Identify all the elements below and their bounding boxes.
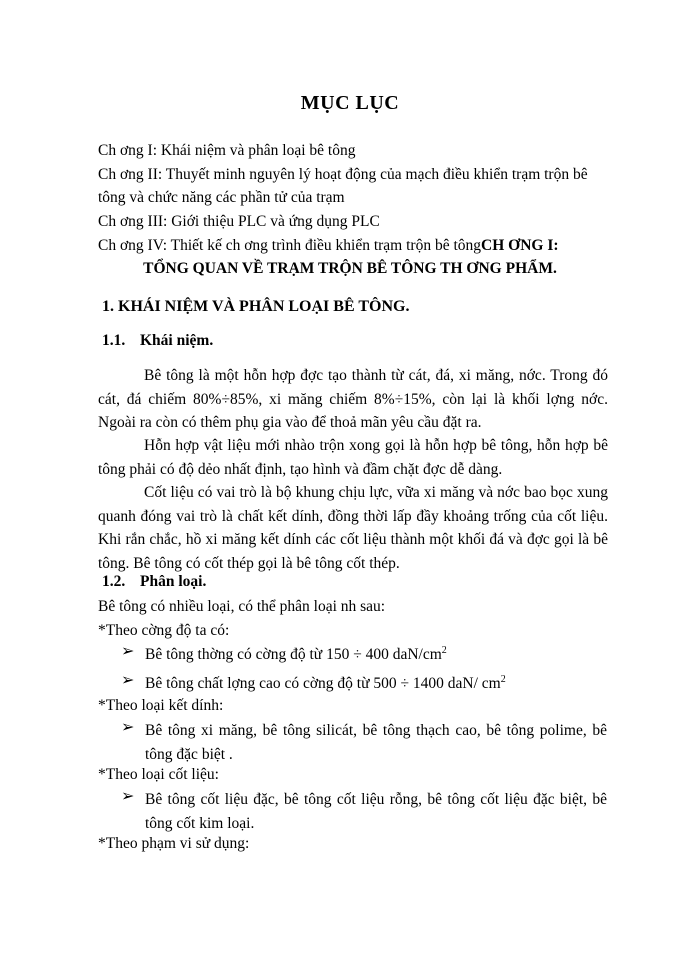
subsection-heading-1-2	[102, 573, 206, 591]
paragraph-2	[98, 434, 608, 481]
group-by-aggregate: *Theo loại cốt liệu:	[98, 766, 219, 783]
toc-chapter-4-text: Ch ơng IV: Thiết kế ch ơng trình điều khiển trạm trộn bê tông	[98, 237, 482, 254]
subsection-title: Phân loại.	[140, 573, 207, 590]
toc-chapter-2: Ch ơng II: Thuyết minh nguyên lý hoạt động của mạch điều khiển trạm trộn bê	[98, 166, 588, 183]
subsection-number: 1.1.	[102, 332, 126, 349]
bullet-high-quality-concrete: Bê tông chất lợng cao có cờng độ từ 500 ÷ 1400 daN/ $cm^2$	[145, 674, 506, 693]
bullet-arrow-icon: ➢	[121, 788, 135, 805]
section-heading-1: 1. KHÁI NIỆM VÀ PHÂN LOẠI BÊ TÔNG.	[102, 298, 410, 315]
bullet-aggregate-types: Bê tông cốt liệu đặc, bê tông cốt liệu rỗng, bê tông cốt liệu đặc biệt, bê tông cốt kim loại.	[145, 791, 607, 832]
bullet-arrow-icon: ➢	[121, 672, 135, 689]
chapter-subtitle: TỔNG QUAN VỀ TRẠM TRỘN BÊ TÔNG TH ƠNG PHẨM.	[143, 260, 557, 277]
bullet-arrow-icon: ➢	[121, 643, 135, 660]
bullet-arrow-icon: ➢	[121, 719, 135, 736]
paragraph-1	[98, 364, 608, 435]
toc-chapter-4	[98, 237, 559, 255]
subsection-number: 1.2.	[102, 573, 126, 590]
toc-chapter-3: Ch ơng III: Giới thiệu PLC và ứng dụng PLC	[98, 213, 380, 230]
group-by-binder: *Theo loại kết dính:	[98, 697, 224, 714]
bullet-ordinary-concrete: Bê tông thờng có cờng độ từ 150 ÷ 400 daN/$cm^2$	[145, 645, 447, 664]
paragraph-3-text: Cốt liệu có vai trò là bộ khung chịu lực, vữa xi măng và nớc bao bọc xung quanh đóng vai trò là chất kết dính, đồng thời lấp đầy khoảng trống của cốt liệu. Khi rắn chắc, hồ xi măng kết dính các cốt liệu thành một khối đá và đợc gọi là bê tông. Bê tông có cốt thép gọi là bê tông cốt thép.	[98, 484, 608, 572]
subsection-title: Khái niệm.	[140, 332, 214, 349]
group-by-strength: *Theo cờng độ ta có:	[98, 622, 230, 639]
toc-chapter-1: Ch ơng I: Khái niệm và phân loại bê tông	[98, 142, 356, 159]
group-by-usage: *Theo phạm vi sử dụng:	[98, 835, 250, 852]
toc-chapter-2-cont: tông và chức năng các phần tử của trạm	[98, 189, 345, 206]
classification-intro: Bê tông có nhiều loại, có thể phân loại nh sau:	[98, 598, 386, 615]
chapter-heading-inline: CH ƠNG I:	[481, 237, 559, 254]
paragraph-2-text: Hỗn hợp vật liệu mới nhào trộn xong gọi là hỗn hợp bê tông, hỗn hợp bê tông phải có độ dẻo nhất định, tạo hình và đầm chặt đợc dễ dàng.	[98, 437, 608, 478]
paragraph-3	[98, 481, 608, 575]
subsection-heading-1-1	[102, 332, 213, 350]
paragraph-1-text: Bê tông là một hỗn hợp đợc tạo thành từ cát, đá, xi măng, nớc. Trong đó cát, đá chiếm 80%÷85%, xi măng chiếm 8%÷15%, còn lại là khối lợng nớc. Ngoài ra còn có thêm phụ gia vào để thoả mãn yêu cầu đặt ra.	[98, 367, 608, 431]
page-title: MỤC LỤC	[300, 92, 400, 114]
bullet-binder-types: Bê tông xi măng, bê tông silicát, bê tông thạch cao, bê tông polime, bê tông đặc biệt .	[145, 722, 607, 763]
